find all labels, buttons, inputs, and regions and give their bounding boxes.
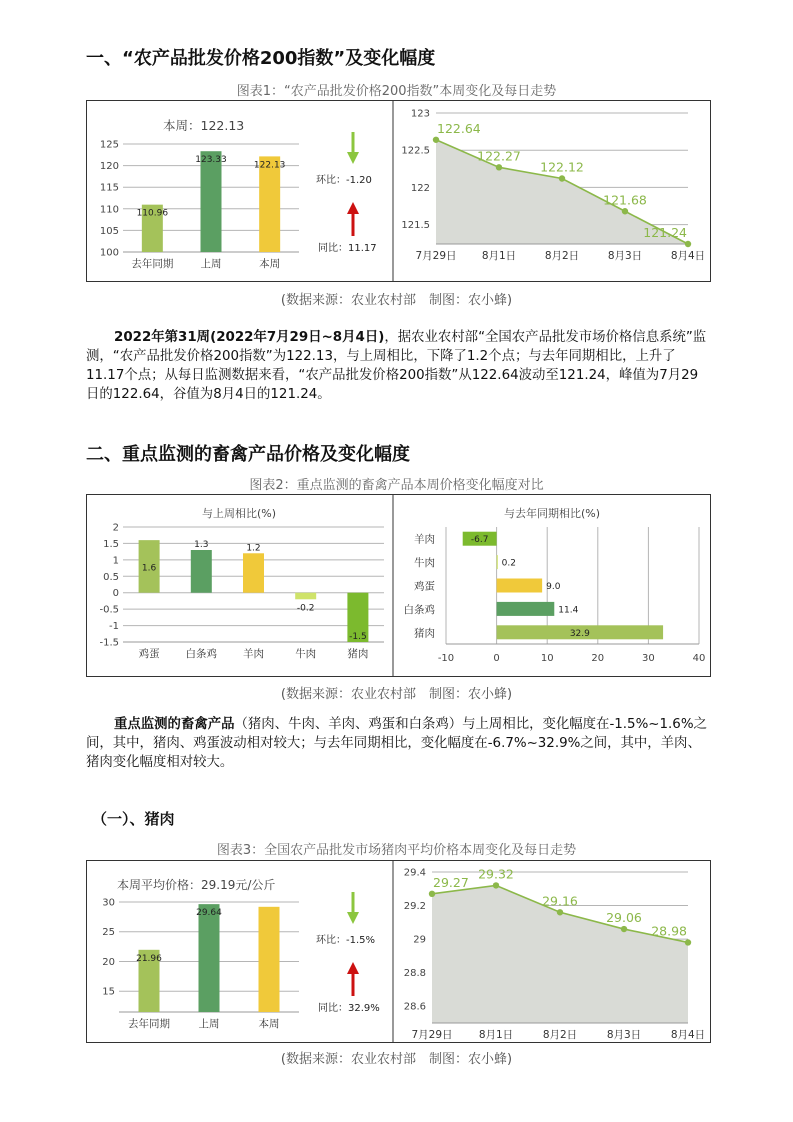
data-point <box>622 208 628 214</box>
x-tick-label: -10 <box>437 653 455 664</box>
y-tick-label: 2 <box>112 522 119 534</box>
data-label: 28.98 <box>651 923 687 939</box>
data-point <box>621 926 627 932</box>
data-label: -0.2 <box>296 603 315 614</box>
x-tick-label: 0 <box>493 653 500 664</box>
y-tick-label: 1 <box>112 555 119 567</box>
figure-1-source: (数据来源：农业农村部 制图：农小蜂) <box>280 293 513 308</box>
y-tick-label: 1.5 <box>103 538 119 550</box>
data-label: 29.32 <box>478 866 514 882</box>
x-tick-label: 7月29日 <box>415 250 457 262</box>
bar <box>497 555 498 569</box>
paragraph-2-bold: 重点监测的畜禽产品 <box>114 717 235 732</box>
data-label: 11.4 <box>558 605 579 616</box>
data-label: 1.6 <box>141 563 157 574</box>
data-label: 9.0 <box>546 582 561 592</box>
y-tick-label: 15 <box>102 986 115 998</box>
section-3-title: （一）、猪肉 <box>92 810 175 828</box>
data-label: 21.96 <box>136 953 162 964</box>
y-tick-label: 122 <box>410 182 430 194</box>
x-tick-label: 8月4日 <box>670 1029 706 1041</box>
x-tick-label: 8月1日 <box>478 1029 514 1041</box>
paragraph-1 <box>86 328 711 404</box>
data-label: 121.24 <box>643 225 687 240</box>
y-tick-label: 28.8 <box>403 968 426 980</box>
data-label: 29.06 <box>606 910 642 926</box>
bar <box>295 593 316 600</box>
figure-2-caption: 图表2：重点监测的畜禽产品本周价格变化幅度对比 <box>249 478 544 493</box>
data-point <box>557 909 563 915</box>
data-point <box>493 882 499 888</box>
y-tick-label: 鸡蛋 <box>414 580 435 593</box>
bar <box>191 550 212 593</box>
data-label: 123.33 <box>195 155 227 166</box>
y-tick-label: 121.5 <box>401 220 430 232</box>
y-tick-label: 115 <box>99 182 119 194</box>
y-tick-label: -1 <box>109 621 119 633</box>
section-1-title: 一、“农产品批发价格200指数”及变化幅度 <box>86 48 436 69</box>
data-point <box>685 939 691 945</box>
x-tick-label: 猪肉 <box>347 648 369 660</box>
bar <box>243 553 264 592</box>
figure-3-source: (数据来源：农业农村部 制图：农小蜂) <box>280 1052 513 1067</box>
figure-2-chart <box>87 495 710 676</box>
figure-1-frame <box>86 100 711 282</box>
figure-1-caption: 图表1：“农产品批发价格200指数”本周变化及每日走势 <box>236 84 557 99</box>
x-tick-label: 去年同期 <box>128 1018 170 1030</box>
figure-3-caption: 图表3：全国农产品批发市场猪肉平均价格本周变化及每日走势 <box>216 843 577 858</box>
y-tick-label: 29.4 <box>403 867 426 879</box>
mom-change-label: 环比：-1.5% <box>316 935 376 946</box>
figure-2-frame <box>86 494 711 677</box>
y-tick-label: 猪肉 <box>414 627 435 640</box>
data-label: 1.2 <box>246 543 261 554</box>
x-tick-label: 去年同期 <box>131 258 174 270</box>
y-tick-label: 125 <box>99 139 119 151</box>
x-tick-label: 本周 <box>259 258 281 270</box>
down-arrow-icon <box>347 912 359 924</box>
y-tick-label: 0 <box>112 588 119 600</box>
x-tick-label: 上周 <box>198 1018 220 1030</box>
x-tick-label: 8月3日 <box>606 1029 642 1041</box>
section-2-title: 二、重点监测的畜禽产品价格及变化幅度 <box>86 444 410 465</box>
x-tick-label: 20 <box>591 653 605 664</box>
y-tick-label: -1.5 <box>99 637 119 649</box>
y-tick-label: 牛肉 <box>414 557 435 570</box>
bar <box>497 579 543 593</box>
y-tick-label: 29 <box>413 934 426 946</box>
data-label: 122.13 <box>253 160 286 171</box>
y-tick-label: 110 <box>99 204 119 216</box>
y-tick-label: 100 <box>99 247 119 259</box>
x-tick-label: 10 <box>540 653 554 664</box>
y-tick-label: 122.5 <box>401 145 430 157</box>
data-point <box>433 137 439 143</box>
data-point <box>685 241 691 247</box>
y-tick-label: 30 <box>102 897 115 909</box>
y-tick-label: 105 <box>99 225 119 237</box>
bar <box>259 907 280 1012</box>
bar <box>199 904 220 1012</box>
figure-3-frame <box>86 860 711 1043</box>
x-tick-label: 30 <box>642 653 655 664</box>
bar <box>497 602 555 616</box>
paragraph-1-text: ，据农业农村部“全国农产品批发市场价格信息系统”监测，“农产品批发价格200指数”为122.13，与上周相比，下降了1.2个点；与去年同期相比，上升了11.17个点；从每日监测数据来看，“农产品批发价格200指数”从122.64波动至121.24，峰值为7月29日的122.64，谷值为8月4日的121.24。 <box>86 330 707 402</box>
figure-3-chart <box>87 861 710 1042</box>
yoy-change-label: 同比：11.17 <box>318 243 377 254</box>
mom-change-label: 环比：-1.20 <box>316 175 372 186</box>
data-label: 110.96 <box>136 208 169 219</box>
data-label: 29.64 <box>196 908 222 919</box>
chart-title: 本周平均价格：29.19元/公斤 <box>117 878 276 892</box>
y-tick-label: 28.6 <box>403 1001 426 1013</box>
data-label: 32.9 <box>569 628 590 639</box>
x-tick-label: 羊肉 <box>243 648 264 660</box>
y-tick-label: 29.2 <box>403 901 426 913</box>
down-arrow-icon <box>347 152 359 164</box>
x-tick-label: 8月2日 <box>544 250 580 262</box>
y-tick-label: 25 <box>102 927 115 939</box>
paragraph-1-bold: 2022年第31周(2022年7月29日~8月4日) <box>114 330 385 345</box>
paragraph-2 <box>86 715 711 772</box>
data-label: 122.64 <box>437 120 481 136</box>
data-label: 29.16 <box>542 893 578 909</box>
x-tick-label: 8月2日 <box>542 1029 578 1041</box>
x-tick-label: 8月4日 <box>670 250 706 262</box>
data-point <box>496 164 502 170</box>
x-tick-label: 本周 <box>258 1018 280 1030</box>
figure-2-source: (数据来源：农业农村部 制图：农小蜂) <box>280 687 513 702</box>
x-tick-label: 8月3日 <box>607 250 643 262</box>
yoy-change-label: 同比：32.9% <box>318 1003 380 1014</box>
bar <box>201 151 222 252</box>
y-tick-label: 123 <box>410 108 430 120</box>
data-label: 1.3 <box>194 540 209 550</box>
data-point <box>559 175 565 181</box>
data-point <box>429 891 435 897</box>
chart-title: 与去年同期相比(%) <box>503 507 601 520</box>
data-label: -6.7 <box>470 535 489 546</box>
data-label: -1.5 <box>349 632 367 642</box>
data-label: 0.2 <box>501 558 516 569</box>
x-tick-label: 7月29日 <box>411 1029 453 1041</box>
y-tick-label: 羊肉 <box>414 533 435 546</box>
x-tick-label: 牛肉 <box>295 648 317 660</box>
x-tick-label: 8月1日 <box>481 250 517 262</box>
bar <box>259 156 280 252</box>
data-label: 122.27 <box>477 148 521 164</box>
x-tick-label: 40 <box>692 653 706 664</box>
data-label: 29.27 <box>433 874 469 890</box>
data-label: 121.68 <box>603 192 647 208</box>
y-tick-label: -0.5 <box>99 604 119 616</box>
data-label: 122.12 <box>540 159 584 175</box>
y-tick-label: 0.5 <box>103 571 119 583</box>
x-tick-label: 白条鸡 <box>185 648 218 660</box>
y-tick-label: 白条鸡 <box>403 603 435 616</box>
y-tick-label: 20 <box>102 956 115 968</box>
figure-1-chart <box>87 101 710 281</box>
y-tick-label: 120 <box>99 161 119 173</box>
paragraph-2-text: （猪肉、牛肉、羊肉、鸡蛋和白条鸡）与上周相比，变化幅度在-1.5%~1.6%之间，其中，猪肉、鸡蛋波动相对较大；与去年同期相比，变化幅度在-6.7%~32.9%之间，其中，羊肉、猪肉变化幅度相对较大。 <box>86 717 707 770</box>
x-tick-label: 上周 <box>200 258 222 270</box>
chart-title: 与上周相比(%) <box>201 507 277 520</box>
x-tick-label: 鸡蛋 <box>138 648 160 660</box>
chart-title: 本周：122.13 <box>163 118 245 133</box>
